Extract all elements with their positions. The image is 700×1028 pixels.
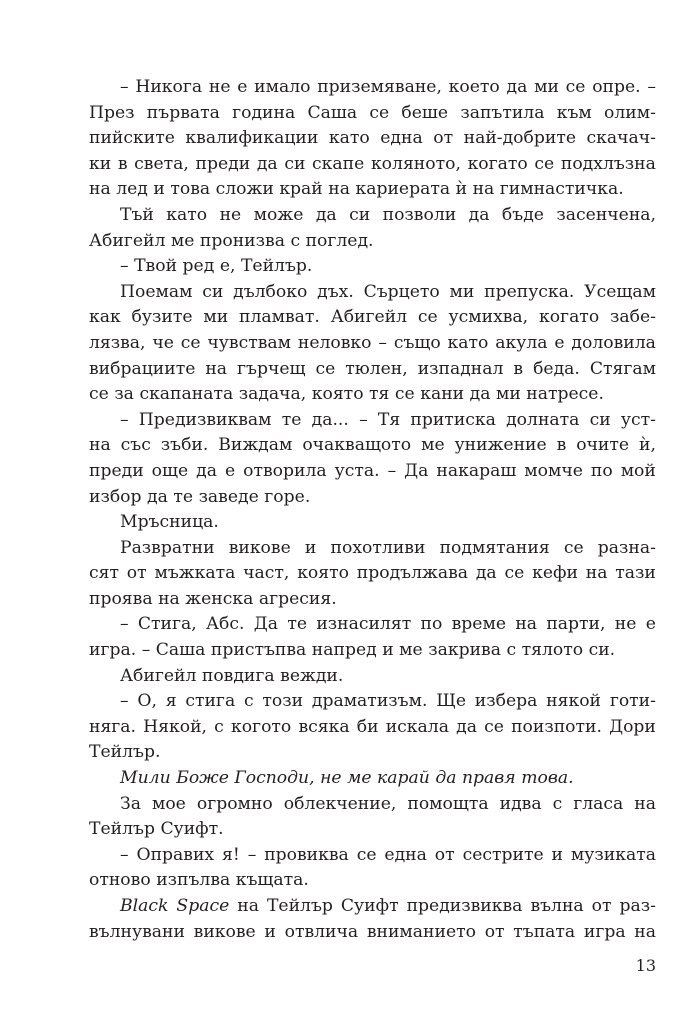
text-line: вибрациите на гърчещ се тюлен, изпаднал в беда. Стягам <box>89 358 656 379</box>
text-line: Поемам си дълбоко дъх. Сърцето ми препуска. Усещам <box>120 281 656 302</box>
text-line: Развратни викове и похотливи подмятания се разна- <box>120 537 656 558</box>
text-line: – Стига, Абс. Да те изнасилят по време на парти, не е <box>120 614 656 635</box>
text-line: За мое огромно облекчение, помощта идва с гласа на <box>120 793 656 814</box>
text-line: вълнувани викове и отвлича вниманието от тъпата игра на <box>89 921 656 942</box>
text-line: лязва, че се чувствам неловко – също като акула е доловила <box>89 332 656 353</box>
text-line: Тейлър Суифт. <box>89 819 224 840</box>
text-line: на лед и това сложи край на кариерата ѝ на гимнастичка. <box>89 179 624 200</box>
text-line: избор да те заведе горе. <box>89 486 311 507</box>
text-line: ки в света, преди да си скапе коляното, когато се подхлъзна <box>89 153 656 174</box>
text-line: Black Space на Тейлър Суифт предизвиква вълна от раз- <box>120 896 656 916</box>
text-line: – Твой ред е, Тейлър. <box>120 256 313 277</box>
text-line: През първата година Саша се беше запътила към олим- <box>89 102 656 123</box>
text-line: пийските квалификации като една от най-добрите скачач- <box>89 128 656 149</box>
text-line: Мили Боже Господи, не ме карай да правя това. <box>120 768 574 789</box>
text-line: на със зъби. Виждам очакващото ме унижение в очите ѝ, <box>89 435 656 456</box>
text-line: Абигейл ме пронизва с поглед. <box>89 230 374 251</box>
text-line: как бузите ми пламват. Абигейл се усмихва, когато забе- <box>89 307 656 328</box>
page-number: 13 <box>635 956 656 975</box>
text-line: Тъй като не може да си позволи да бъде засенчена, <box>120 204 656 225</box>
text-line: отново изпълва къщата. <box>89 870 309 891</box>
text-line: – Оправих я! – провиква се една от сестрите и музиката <box>120 844 656 865</box>
text-line: – О, я стига с този драматизъм. Ще избера някой готи- <box>120 691 656 712</box>
text-line: сят от мъжката част, която продължава да се кефи на тази <box>89 563 656 584</box>
text-line: се за скапаната задача, която тя се кани да ми натресе. <box>89 384 604 405</box>
text-line: Мръсница. <box>120 512 219 533</box>
text-line: игра. – Саша пристъпва напред и ме закрива с тялото си. <box>89 640 616 661</box>
text-line: Тейлър. <box>89 742 161 763</box>
text-line: проява на женска агресия. <box>89 588 337 609</box>
body-text <box>89 75 656 945</box>
text-line: няга. Някой, с когото всяка би искала да се поизпоти. Дори <box>89 716 656 737</box>
text-line: – Предизвиквам те да... – Тя притиска долната си уст- <box>120 409 656 430</box>
text-line: – Никога не е имало приземяване, което да ми се опре. – <box>120 77 656 97</box>
text-line: преди още да е отворила уста. – Да накараш момче по мой <box>89 460 656 481</box>
text-line: Абигейл повдига вежди. <box>120 665 344 686</box>
